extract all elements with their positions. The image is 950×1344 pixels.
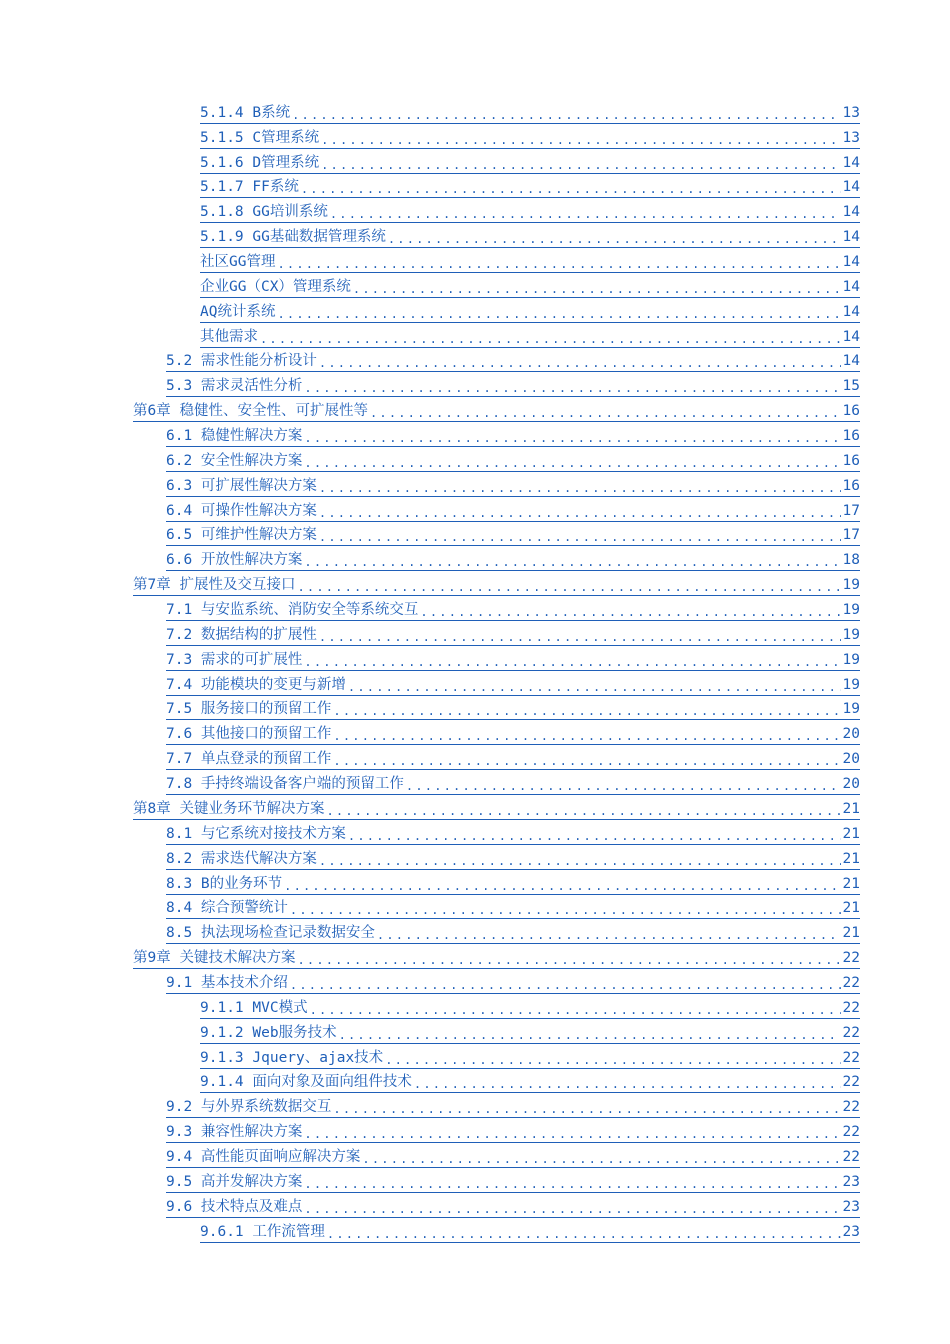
toc-entry-line	[200, 1024, 860, 1044]
toc-entry-level-3[interactable]	[0, 99, 950, 124]
toc-entry-line	[166, 825, 860, 845]
toc-entry-line	[200, 1073, 860, 1093]
toc-entry-level-3[interactable]	[0, 248, 950, 273]
toc-entry-title: 5.1.6 D管理系统	[200, 154, 320, 171]
toc-page-number: 22	[842, 1049, 860, 1066]
toc-entry-title: 8.3 B的业务环节	[166, 875, 283, 892]
toc-page-number: 21	[842, 825, 860, 842]
toc-entry-title: 7.3 需求的可扩展性	[166, 651, 303, 668]
toc-page-number: 22	[842, 999, 860, 1016]
toc-page-number: 22	[842, 1024, 860, 1041]
toc-dot-leader	[290, 974, 841, 992]
toc-dot-leader	[304, 427, 840, 445]
toc-page-number: 14	[842, 204, 860, 221]
toc-entry-title: 8.4 综合预警统计	[166, 900, 288, 917]
toc-page-number: 19	[842, 651, 860, 668]
toc-entry-line	[166, 502, 860, 522]
toc-entry-title: 5.2 需求性能分析设计	[166, 353, 317, 370]
toc-entry-level-2[interactable]	[0, 720, 950, 745]
toc-entry-title: 第7章 扩展性及交互接口	[133, 577, 296, 594]
toc-entry-line	[166, 452, 860, 472]
toc-page-number: 22	[842, 974, 860, 991]
toc-page-number: 23	[842, 1198, 860, 1215]
toc-entry-title: 9.6 技术特点及难点	[166, 1198, 303, 1215]
toc-entry-line	[166, 850, 860, 870]
toc-entry-level-3[interactable]	[0, 298, 950, 323]
toc-entry-level-1[interactable]	[0, 397, 950, 422]
toc-entry-line	[166, 875, 860, 895]
toc-page-number: 21	[842, 800, 860, 817]
toc-entry-level-2[interactable]	[0, 1093, 950, 1118]
toc-entry-title: 9.1 基本技术介绍	[166, 974, 288, 991]
toc-page-number: 20	[842, 751, 860, 768]
toc-dot-leader	[414, 1073, 841, 1091]
toc-entry-title: 6.4 可操作性解决方案	[166, 502, 317, 519]
toc-entry-level-2[interactable]	[0, 1168, 950, 1193]
toc-entry-line	[200, 253, 860, 273]
toc-dot-leader	[290, 899, 841, 917]
toc-page-number: 22	[842, 1148, 860, 1165]
toc-dot-leader	[333, 725, 840, 743]
toc-entry-level-3[interactable]	[0, 1044, 950, 1069]
toc-entry-title: 企业GG（CX）管理系统	[200, 278, 351, 295]
toc-entry-title: 7.2 数据结构的扩展性	[166, 626, 317, 643]
toc-page-number: 14	[842, 328, 860, 345]
toc-page-number: 16	[842, 428, 860, 445]
toc-entry-level-2[interactable]	[0, 447, 950, 472]
toc-entry-line	[166, 1198, 860, 1218]
toc-dot-leader	[326, 800, 840, 818]
toc-entry-title: 6.5 可维护性解决方案	[166, 527, 317, 544]
toc-entry-title: 7.8 手持终端设备客户端的预留工作	[166, 776, 404, 793]
toc-page-number: 23	[842, 1173, 860, 1190]
toc-page-number: 21	[842, 875, 860, 892]
toc-entry-level-2[interactable]	[0, 497, 950, 522]
toc-dot-leader	[319, 477, 841, 495]
toc-dot-leader	[304, 377, 840, 395]
toc-entry-level-3[interactable]	[0, 149, 950, 174]
toc-entry-title: 5.1.9 GG基础数据管理系统	[200, 229, 386, 246]
toc-dot-leader	[319, 502, 841, 520]
toc-entry-level-2[interactable]	[0, 671, 950, 696]
toc-page-number: 17	[842, 502, 860, 519]
toc-entry-title: 5.1.7 FF系统	[200, 179, 299, 196]
toc-entry-level-1[interactable]	[0, 795, 950, 820]
toc-dot-leader	[310, 999, 841, 1017]
toc-page-number: 23	[842, 1223, 860, 1240]
toc-entry-title: AQ统计系统	[200, 303, 276, 320]
toc-dot-leader	[377, 924, 841, 942]
toc-page-number: 20	[842, 776, 860, 793]
toc-page-number: 13	[842, 104, 860, 121]
toc-entry-level-1[interactable]	[0, 944, 950, 969]
toc-page-number: 14	[842, 229, 860, 246]
toc-entry-level-2[interactable]	[0, 1193, 950, 1218]
toc-entry-line	[200, 1049, 860, 1069]
toc-dot-leader	[420, 601, 840, 619]
toc-entry-line	[166, 725, 860, 745]
toc-entry-line	[200, 278, 860, 298]
toc-page-number: 16	[842, 403, 860, 420]
toc-entry-level-2[interactable]	[0, 745, 950, 770]
toc-entry-line	[133, 800, 860, 820]
toc-entry-line	[166, 1098, 860, 1118]
toc-entry-line	[200, 104, 860, 124]
toc-entry-line	[166, 750, 860, 770]
toc-dot-leader	[319, 352, 841, 370]
table-of-contents	[0, 99, 950, 1243]
toc-entry-level-2[interactable]	[0, 1143, 950, 1168]
toc-entry-level-2[interactable]	[0, 969, 950, 994]
toc-dot-leader	[304, 1198, 840, 1216]
toc-dot-leader	[292, 104, 840, 122]
toc-entry-level-2[interactable]	[0, 845, 950, 870]
toc-page-number: 17	[842, 527, 860, 544]
toc-entry-line	[166, 1148, 860, 1168]
toc-entry-title: 6.6 开放性解决方案	[166, 552, 303, 569]
toc-page-number: 21	[842, 925, 860, 942]
toc-dot-leader	[348, 676, 841, 694]
toc-entry-level-2[interactable]	[0, 348, 950, 373]
toc-entry-title: 第9章 关键技术解决方案	[133, 950, 296, 967]
toc-dot-leader	[304, 1173, 840, 1191]
toc-dot-leader	[370, 402, 841, 420]
toc-page-number: 19	[842, 577, 860, 594]
toc-entry-level-2[interactable]	[0, 596, 950, 621]
toc-entry-title: 8.2 需求迭代解决方案	[166, 850, 317, 867]
toc-entry-line	[166, 477, 860, 497]
toc-entry-level-3[interactable]	[0, 223, 950, 248]
toc-entry-line	[200, 228, 860, 248]
toc-entry-line	[166, 924, 860, 944]
toc-dot-leader	[301, 178, 841, 196]
toc-entry-line	[166, 700, 860, 720]
toc-entry-title: 7.7 单点登录的预留工作	[166, 751, 332, 768]
toc-entry-line	[166, 651, 860, 671]
toc-dot-leader	[304, 452, 840, 470]
toc-dot-leader	[333, 700, 840, 718]
toc-entry-title: 9.6.1 工作流管理	[200, 1223, 325, 1240]
toc-entry-title: 7.5 服务接口的预留工作	[166, 701, 332, 718]
toc-entry-level-3[interactable]	[0, 994, 950, 1019]
toc-entry-line	[166, 551, 860, 571]
toc-entry-title: 8.1 与它系统对接技术方案	[166, 825, 346, 842]
toc-dot-leader	[277, 303, 840, 321]
toc-entry-line	[133, 949, 860, 969]
toc-entry-level-3[interactable]	[0, 198, 950, 223]
toc-entry-title: 6.2 安全性解决方案	[166, 452, 303, 469]
toc-dot-leader	[304, 551, 840, 569]
toc-entry-title: 社区GG管理	[200, 254, 276, 271]
toc-entry-line	[166, 427, 860, 447]
toc-dot-leader	[319, 526, 841, 544]
toc-entry-title: 6.3 可扩展性解决方案	[166, 477, 317, 494]
toc-entry-title: 7.4 功能模块的变更与新增	[166, 676, 346, 693]
toc-entry-level-3[interactable]	[0, 1019, 950, 1044]
toc-entry-title: 9.1.4 面向对象及面向组件技术	[200, 1074, 412, 1091]
toc-entry-title: 5.1.5 C管理系统	[200, 129, 320, 146]
toc-dot-leader	[319, 850, 841, 868]
toc-entry-line	[166, 352, 860, 372]
toc-page-number: 19	[842, 676, 860, 693]
toc-entry-title: 9.3 兼容性解决方案	[166, 1124, 303, 1141]
toc-entry-title: 7.6 其他接口的预留工作	[166, 726, 332, 743]
toc-dot-leader	[277, 253, 840, 271]
toc-dot-leader	[339, 1024, 841, 1042]
toc-entry-title: 5.1.8 GG培训系统	[200, 204, 328, 221]
toc-page-number: 13	[842, 129, 860, 146]
toc-entry-line	[166, 1123, 860, 1143]
toc-entry-line	[166, 1173, 860, 1193]
toc-entry-title: 9.5 高并发解决方案	[166, 1173, 303, 1190]
toc-entry-title: 8.5 执法现场检查记录数据安全	[166, 925, 375, 942]
toc-page-number: 22	[842, 1099, 860, 1116]
toc-dot-leader	[260, 328, 841, 346]
toc-entry-level-3[interactable]	[0, 174, 950, 199]
toc-entry-title: 第6章 稳健性、安全性、可扩展性等	[133, 403, 368, 420]
toc-dot-leader	[333, 750, 840, 768]
toc-entry-line	[166, 601, 860, 621]
toc-dot-leader	[321, 129, 840, 147]
toc-page-number: 21	[842, 900, 860, 917]
toc-entry-line	[166, 626, 860, 646]
toc-entry-level-2[interactable]	[0, 770, 950, 795]
toc-page-number: 14	[842, 254, 860, 271]
toc-entry-line	[200, 178, 860, 198]
toc-dot-leader	[362, 1148, 840, 1166]
toc-entry-level-2[interactable]	[0, 546, 950, 571]
toc-entry-level-2[interactable]	[0, 919, 950, 944]
toc-dot-leader	[297, 576, 840, 594]
toc-entry-line	[200, 203, 860, 223]
toc-dot-leader	[406, 775, 841, 793]
toc-entry-level-2[interactable]	[0, 696, 950, 721]
toc-entry-level-2[interactable]	[0, 372, 950, 397]
toc-dot-leader	[333, 1098, 840, 1116]
toc-entry-line	[166, 775, 860, 795]
toc-entry-line	[133, 402, 860, 422]
toc-dot-leader	[330, 203, 841, 221]
toc-dot-leader	[388, 228, 841, 246]
toc-page-number: 21	[842, 850, 860, 867]
toc-entry-line	[200, 303, 860, 323]
toc-entry-level-3[interactable]	[0, 323, 950, 348]
toc-entry-level-2[interactable]	[0, 472, 950, 497]
toc-entry-title: 9.1.2 Web服务技术	[200, 1024, 337, 1041]
toc-entry-title: 5.1.4 B系统	[200, 104, 291, 121]
toc-dot-leader	[385, 1049, 840, 1067]
toc-entry-level-2[interactable]	[0, 870, 950, 895]
toc-entry-title: 6.1 稳健性解决方案	[166, 428, 303, 445]
toc-entry-title: 5.3 需求灵活性分析	[166, 378, 303, 395]
toc-page-number: 15	[842, 378, 860, 395]
toc-entry-title: 9.2 与外界系统数据交互	[166, 1099, 332, 1116]
toc-dot-leader	[327, 1223, 841, 1241]
toc-entry-line	[166, 676, 860, 696]
toc-entry-line	[200, 154, 860, 174]
toc-dot-leader	[321, 154, 840, 172]
toc-entry-level-3[interactable]	[0, 124, 950, 149]
toc-entry-title: 9.1.3 Jquery、ajax技术	[200, 1049, 384, 1066]
toc-entry-title: 其他需求	[200, 328, 258, 345]
toc-page-number: 20	[842, 726, 860, 743]
toc-entry-title: 第8章 关键业务环节解决方案	[133, 800, 325, 817]
toc-page-number: 14	[842, 179, 860, 196]
toc-entry-line	[133, 576, 860, 596]
toc-entry-level-2[interactable]	[0, 621, 950, 646]
toc-page-number: 14	[842, 303, 860, 320]
toc-entry-title: 9.1.1 MVC模式	[200, 999, 308, 1016]
toc-entry-title: 7.1 与安监系统、消防安全等系统交互	[166, 602, 419, 619]
toc-entry-level-3[interactable]	[0, 1069, 950, 1094]
toc-page-number: 22	[842, 950, 860, 967]
toc-page-number: 16	[842, 452, 860, 469]
toc-entry-line	[166, 899, 860, 919]
toc-entry-level-2[interactable]	[0, 422, 950, 447]
toc-entry-line	[200, 129, 860, 149]
toc-entry-line	[166, 526, 860, 546]
toc-dot-leader	[284, 875, 840, 893]
toc-entry-level-3[interactable]	[0, 1218, 950, 1243]
toc-dot-leader	[304, 651, 840, 669]
toc-dot-leader	[297, 949, 840, 967]
toc-entry-line	[200, 1223, 860, 1243]
toc-entry-line	[200, 328, 860, 348]
toc-page-number: 22	[842, 1124, 860, 1141]
toc-dot-leader	[304, 1123, 840, 1141]
toc-entry-level-2[interactable]	[0, 820, 950, 845]
toc-page-number: 22	[842, 1074, 860, 1091]
toc-page-number: 14	[842, 278, 860, 295]
toc-page-number: 19	[842, 701, 860, 718]
toc-entry-line	[200, 999, 860, 1019]
toc-entry-line	[166, 974, 860, 994]
toc-page-number: 19	[842, 626, 860, 643]
toc-entry-line	[166, 377, 860, 397]
toc-dot-leader	[348, 825, 841, 843]
toc-page-number: 16	[842, 477, 860, 494]
toc-page-number: 19	[842, 602, 860, 619]
toc-entry-level-2[interactable]	[0, 1118, 950, 1143]
toc-entry-title: 9.4 高性能页面响应解决方案	[166, 1148, 361, 1165]
toc-page-number: 14	[842, 154, 860, 171]
toc-entry-level-3[interactable]	[0, 273, 950, 298]
toc-page-number: 18	[842, 552, 860, 569]
toc-entry-level-2[interactable]	[0, 895, 950, 920]
toc-entry-level-1[interactable]	[0, 571, 950, 596]
toc-dot-leader	[319, 626, 841, 644]
toc-entry-level-2[interactable]	[0, 646, 950, 671]
toc-page-number: 14	[842, 353, 860, 370]
toc-entry-level-2[interactable]	[0, 522, 950, 547]
toc-dot-leader	[353, 278, 841, 296]
